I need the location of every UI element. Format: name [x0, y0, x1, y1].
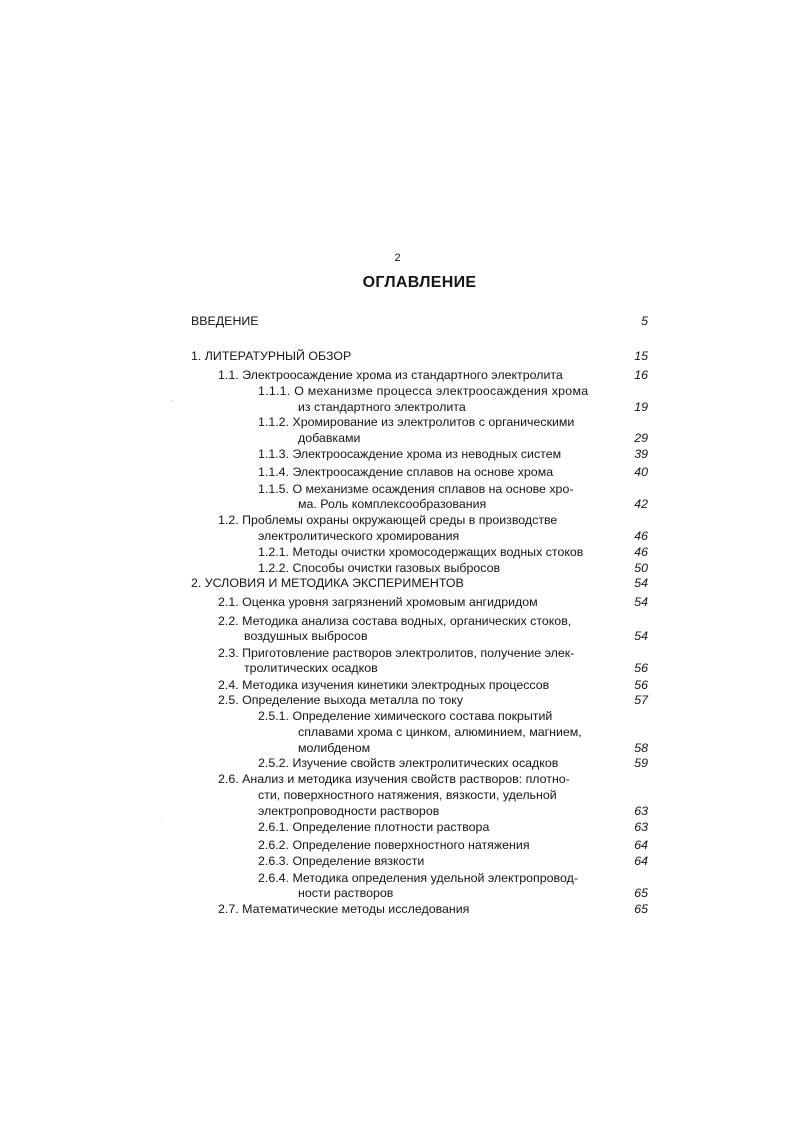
toc-entry-text: добавками — [298, 431, 361, 445]
toc-entry-text: 2.6. Анализ и методика изучения свойств растворов: плотно- — [218, 772, 570, 786]
toc-entry-page: 65 — [634, 886, 648, 900]
toc-entry-page: 64 — [634, 838, 648, 852]
toc-entry-text: тролитических осадков — [244, 661, 378, 675]
toc-entry-page: 56 — [634, 678, 648, 692]
toc-entry-page: 65 — [634, 902, 648, 916]
toc-entry-text: 1.1.3. Электроосаждение хрома из неводных систем — [258, 447, 562, 461]
toc-entry-1-1-5-cont — [0, 496, 795, 512]
toc-entry-text: 2.4. Методика изучения кинетики электродных процессов — [218, 678, 550, 692]
toc-entry-2-6 — [0, 771, 795, 787]
toc-entry-text: сплавами хрома с цинком, алюминием, магнием, — [298, 725, 582, 739]
toc-entry-text: 2.6.1. Определение плотности раствора — [258, 820, 490, 834]
toc-entry-page: 5 — [641, 314, 648, 328]
toc-entry-2-3 — [0, 645, 795, 661]
toc-entry-2-7 — [0, 901, 795, 917]
toc-entry-2-1 — [0, 594, 795, 610]
toc-entry-text: электропроводности растворов — [258, 804, 440, 818]
toc-entry-1-1-1-cont — [0, 399, 795, 415]
toc-title: ОГЛАВЛЕНИЕ — [362, 274, 477, 291]
toc-entry-1-1-2 — [0, 414, 795, 430]
toc-entry-1-1-5 — [0, 481, 795, 497]
toc-entry-1-1-2-cont — [0, 430, 795, 446]
page-number: 2 — [394, 252, 401, 264]
toc-entry-text: 1.2.1. Методы очистки хромосодержащих водных стоков — [258, 545, 584, 559]
toc-entry-page: 58 — [634, 741, 648, 755]
toc-entry-2-6-3 — [0, 853, 795, 869]
toc-entry-page: 64 — [634, 854, 648, 868]
toc-entry-text: 2.6.4. Методика определения удельной электропровод- — [258, 871, 578, 885]
toc-entry-1-1-3 — [0, 446, 795, 462]
toc-entry-2-6-2 — [0, 837, 795, 853]
toc-entry-page: 54 — [634, 576, 648, 590]
toc-entry-page: 29 — [634, 431, 648, 445]
toc-entry-text: 1. ЛИТЕРАТУРНЫЙ ОБЗОР — [191, 349, 352, 363]
toc-entry-text: 2. УСЛОВИЯ И МЕТОДИКА ЭКСПЕРИМЕНТОВ — [191, 576, 464, 590]
toc-entry-1-1-1 — [0, 383, 795, 399]
toc-entry-2-5-2 — [0, 755, 795, 771]
scan-speck — [162, 820, 163, 821]
toc-entry-1-1 — [0, 367, 795, 383]
toc-entry-page: 16 — [634, 368, 648, 382]
toc-entry-text: ма. Роль комплексообразования — [298, 497, 487, 511]
toc-entry-page: 54 — [634, 595, 648, 609]
toc-entry-page: 19 — [634, 400, 648, 414]
toc-entry-text: 2.6.3. Определение вязкости — [258, 854, 425, 868]
toc-entry-page: 42 — [634, 497, 648, 511]
toc-entry-text: 1.2.2. Способы очистки газовых выбросов — [258, 561, 501, 575]
toc-entry-text: ности растворов — [298, 886, 394, 900]
toc-entry-page: 50 — [634, 561, 648, 575]
toc-entry-text: 2.1. Оценка уровня загрязнений хромовым ангидридом — [218, 595, 538, 609]
toc-entry-1-2-cont — [0, 528, 795, 544]
toc-entry-1-2-1 — [0, 544, 795, 560]
scan-speck — [171, 400, 172, 401]
toc-entry-text: 2.5.1. Определение химического состава покрытий — [258, 709, 553, 723]
toc-entry-text: воздушных выбросов — [244, 629, 368, 643]
toc-entry-text: электролитического хромирования — [258, 529, 460, 543]
toc-entry-2-6-cont — [0, 787, 795, 803]
toc-entry-2-2 — [0, 613, 795, 629]
toc-entry-1 — [0, 348, 795, 364]
toc-entry-page: 46 — [634, 545, 648, 559]
toc-entry-text: ВВЕДЕНИЕ — [191, 314, 259, 328]
toc-entry-2-6-4-cont — [0, 885, 795, 901]
toc-entry-text: 1.2. Проблемы охраны окружающей среды в производстве — [218, 513, 558, 527]
toc-entry-text: 2.5. Определение выхода металла по току — [218, 693, 464, 707]
toc-entry-page: 15 — [634, 349, 648, 363]
toc-entry-1-1-4 — [0, 464, 795, 480]
toc-entry-intro — [0, 313, 795, 329]
toc-entry-1-2-2 — [0, 560, 795, 576]
toc-entry-2-5-1-cont — [0, 724, 795, 740]
toc-entry-page: 40 — [634, 465, 648, 479]
toc-entry-2-4 — [0, 677, 795, 693]
toc-entry-2-6-1 — [0, 819, 795, 835]
toc-entry-text: 2.6.2. Определение поверхностного натяжения — [258, 838, 530, 852]
toc-entry-page: 46 — [634, 529, 648, 543]
toc-entry-page: 39 — [634, 447, 648, 461]
toc-entry-page: 56 — [634, 661, 648, 675]
toc-entry-text: молибденом — [298, 741, 371, 755]
toc-entry-page: 54 — [634, 629, 648, 643]
toc-entry-2 — [0, 575, 795, 591]
toc-entry-text: 2.3. Приготовление растворов электролитов, получение элек- — [218, 646, 575, 660]
toc-entry-text: сти, поверхностного натяжения, вязкости, удельной — [258, 788, 557, 802]
toc-entry-2-3-cont — [0, 660, 795, 676]
toc-entry-2-6-cont — [0, 803, 795, 819]
toc-entry-page: 57 — [634, 693, 648, 707]
toc-entry-text: 1.1. Электроосаждение хрома из стандартного электролита — [218, 368, 563, 382]
toc-entry-text: 1.1.1. О механизме процесса электроосаждения хрома — [258, 384, 589, 398]
toc-entry-text: 2.5.2. Изучение свойств электролитических осадков — [258, 756, 559, 770]
toc-entry-2-2-cont — [0, 628, 795, 644]
toc-entry-2-5 — [0, 692, 795, 708]
toc-entry-page: 63 — [634, 804, 648, 818]
toc-entry-page: 59 — [634, 756, 648, 770]
toc-entry-2-6-4 — [0, 870, 795, 886]
toc-entry-text: 1.1.2. Хромирование из электролитов с органическими — [258, 415, 575, 429]
toc-entry-page: 63 — [634, 820, 648, 834]
toc-entry-2-5-1-cont — [0, 740, 795, 756]
toc-entry-text: из стандартного электролита — [298, 400, 466, 414]
toc-entry-2-5-1 — [0, 708, 795, 724]
toc-entry-text: 1.1.4. Электроосаждение сплавов на основе хрома — [258, 465, 554, 479]
toc-entry-text: 2.2. Методика анализа состава водных, органических стоков, — [218, 614, 572, 628]
toc-entry-text: 2.7. Математические методы исследования — [218, 902, 470, 916]
toc-entry-1-2 — [0, 512, 795, 528]
toc-entry-text: 1.1.5. О механизме осаждения сплавов на основе хро- — [258, 482, 574, 496]
